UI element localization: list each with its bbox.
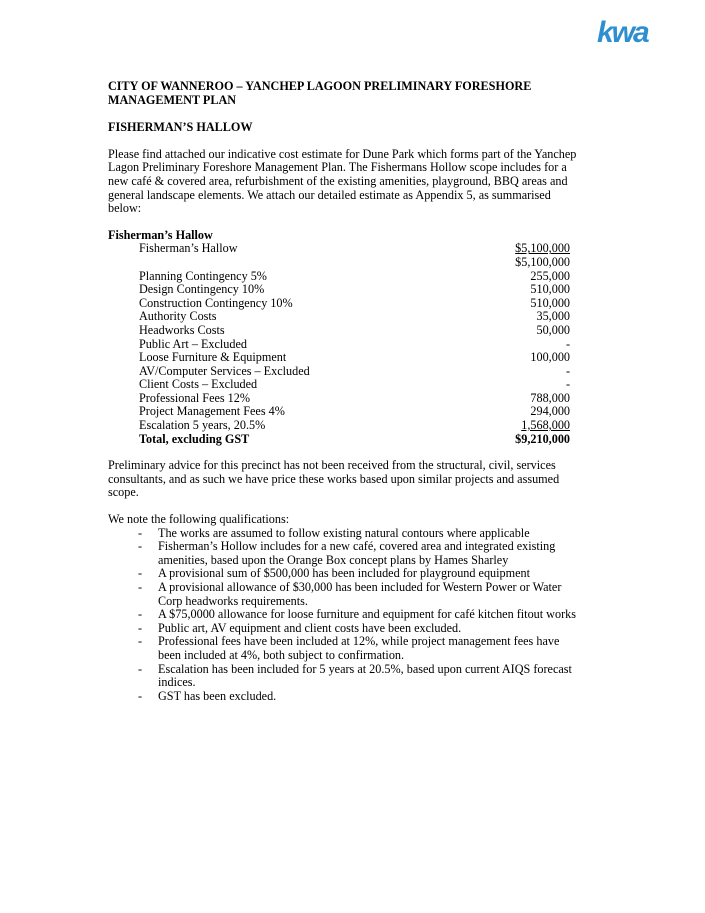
cost-estimate-table [108, 242, 570, 446]
cost-row-amount-value: $5,100,000 [515, 241, 570, 256]
cost-row-amount-value: 1,568,000 [521, 418, 570, 433]
cost-row-amount [450, 283, 570, 297]
cost-row-label: Authority Costs [139, 309, 217, 324]
qualification-item [108, 527, 578, 541]
document-body [108, 80, 578, 703]
cost-total-label: Total, excluding GST [139, 431, 250, 446]
cost-row-amount-value: 255,000 [530, 268, 570, 283]
estimate-section-title: Fisherman’s Hallow [108, 227, 213, 242]
advice-paragraph: Preliminary advice for this precinct has not been received from the structural, civil, services consultants, and as such we have price these works based upon similar projects and assumed scope. [108, 458, 560, 500]
cost-row-amount [450, 310, 570, 324]
list-dash: - [138, 580, 143, 594]
list-dash: - [138, 688, 143, 703]
cost-row [108, 324, 570, 338]
cost-row-label: Headworks Costs [139, 322, 225, 337]
cost-row-amount [450, 297, 570, 311]
cost-row-amount-value: - [565, 377, 570, 392]
cost-row-amount-value: 788,000 [530, 390, 570, 405]
qualification-item [108, 581, 578, 608]
cost-row-amount [450, 419, 570, 433]
cost-row [108, 242, 570, 256]
cost-row-amount-value: - [565, 363, 570, 378]
cost-row-amount-value: 510,000 [530, 282, 570, 297]
list-dash: - [138, 525, 143, 540]
cost-row-amount [450, 270, 570, 284]
qualification-item [108, 622, 578, 636]
cost-row-amount [450, 351, 570, 365]
cost-row [108, 297, 570, 311]
list-dash: - [138, 661, 143, 676]
cost-row [108, 419, 570, 433]
cost-row-amount [450, 242, 570, 256]
cost-row-amount [450, 405, 570, 419]
cost-row-label: Escalation 5 years, 20.5% [139, 418, 266, 433]
cost-row [108, 338, 570, 352]
document-subtitle: FISHERMAN’S HALLOW [108, 120, 253, 135]
cost-row-label: Public Art – Excluded [139, 336, 247, 351]
cost-row-label: Construction Contingency 10% [139, 295, 293, 310]
qualification-item [108, 567, 578, 581]
cost-row-label [108, 256, 450, 270]
cost-row-amount-value: 35,000 [536, 309, 570, 324]
qualification-text: Public art, AV equipment and client costs have been excluded. [158, 620, 462, 635]
list-dash: - [138, 620, 143, 635]
intro-paragraph: Please find attached our indicative cost estimate for Dune Park which forms part of the Yanchep Lagon Preliminary Foreshore Management Plan. The Fishermans Hollow scope includes for a new café & covered area, refurbishment of the existing amenities, playground, BBQ areas and general landscape elements. We attach our detailed estimate as Appendix 5, as summarised below: [108, 146, 577, 216]
cost-row-label: Design Contingency 10% [139, 282, 265, 297]
list-dash: - [138, 539, 143, 554]
qualification-item [108, 690, 578, 704]
cost-row [108, 283, 570, 297]
qualification-item [108, 608, 578, 622]
cost-row [108, 378, 570, 392]
cost-row-label: Client Costs – Excluded [139, 377, 258, 392]
qualification-text: A provisional allowance of $30,000 has been included for Western Power or Water Corp headworks requirements. [158, 580, 562, 608]
cost-row [108, 392, 570, 406]
cost-total-amount: $9,210,000 [515, 431, 570, 446]
qualifications-intro: We note the following qualifications: [108, 512, 290, 527]
qualification-text: The works are assumed to follow existing natural contours where applicable [158, 525, 530, 540]
qualification-text: Escalation has been included for 5 years at 20.5%, based upon current AIQS forecast indices. [158, 661, 572, 690]
qualification-text: Fisherman’s Hollow includes for a new café, covered area and integrated existing amenities, based upon the Orange Box concept plans by Hames Sharley [158, 539, 556, 567]
cost-row-label: Planning Contingency 5% [139, 268, 267, 283]
cost-row-amount-value: 294,000 [530, 404, 570, 419]
cost-row-amount-value: $5,100,000 [515, 254, 570, 269]
cost-row-amount [450, 392, 570, 406]
qualification-text: A $75,0000 allowance for loose furniture and equipment for café kitchen fitout works [158, 607, 576, 622]
cost-row [108, 405, 570, 419]
cost-row [108, 256, 570, 270]
list-dash: - [138, 634, 143, 649]
qualification-item [108, 540, 578, 567]
cost-row-label: Professional Fees 12% [139, 390, 251, 405]
cost-row-label: AV/Computer Services – Excluded [139, 363, 310, 378]
cost-row [108, 365, 570, 379]
qualification-text: Professional fees have been included at 12%, while project management fees have been included at 4%, both subject to confirmation. [158, 634, 560, 662]
cost-row [108, 270, 570, 284]
cost-row-amount-value: - [565, 336, 570, 351]
cost-row-label: Project Management Fees 4% [139, 404, 285, 419]
cost-row-label: Fisherman’s Hallow [139, 241, 238, 256]
document-title: CITY OF WANNEROO – YANCHEP LAGOON PRELIMINARY FORESHORE MANAGEMENT PLAN [108, 79, 532, 107]
qualification-item [108, 635, 578, 662]
cost-row [108, 351, 570, 365]
cost-row-amount-value: 100,000 [530, 350, 570, 365]
cost-row-amount [450, 338, 570, 352]
cost-row-amount [450, 324, 570, 338]
cost-row-amount [450, 256, 570, 270]
cost-total-row [108, 433, 570, 447]
qualification-item [108, 663, 578, 690]
qualification-text: A provisional sum of $500,000 has been included for playground equipment [158, 566, 530, 581]
cost-row-amount [450, 365, 570, 379]
list-dash: - [138, 566, 143, 581]
qualification-text: GST has been excluded. [158, 688, 277, 703]
cost-row [108, 310, 570, 324]
logo-text: kwa [597, 16, 648, 46]
cost-rows [108, 242, 570, 446]
cost-row-amount [450, 378, 570, 392]
cost-row-amount-value: 50,000 [536, 322, 570, 337]
kwa-logo [595, 14, 655, 46]
cost-row-label: Loose Furniture & Equipment [139, 350, 287, 365]
cost-row-amount-value: 510,000 [530, 295, 570, 310]
qualifications-list [108, 527, 578, 704]
list-dash: - [138, 607, 143, 622]
